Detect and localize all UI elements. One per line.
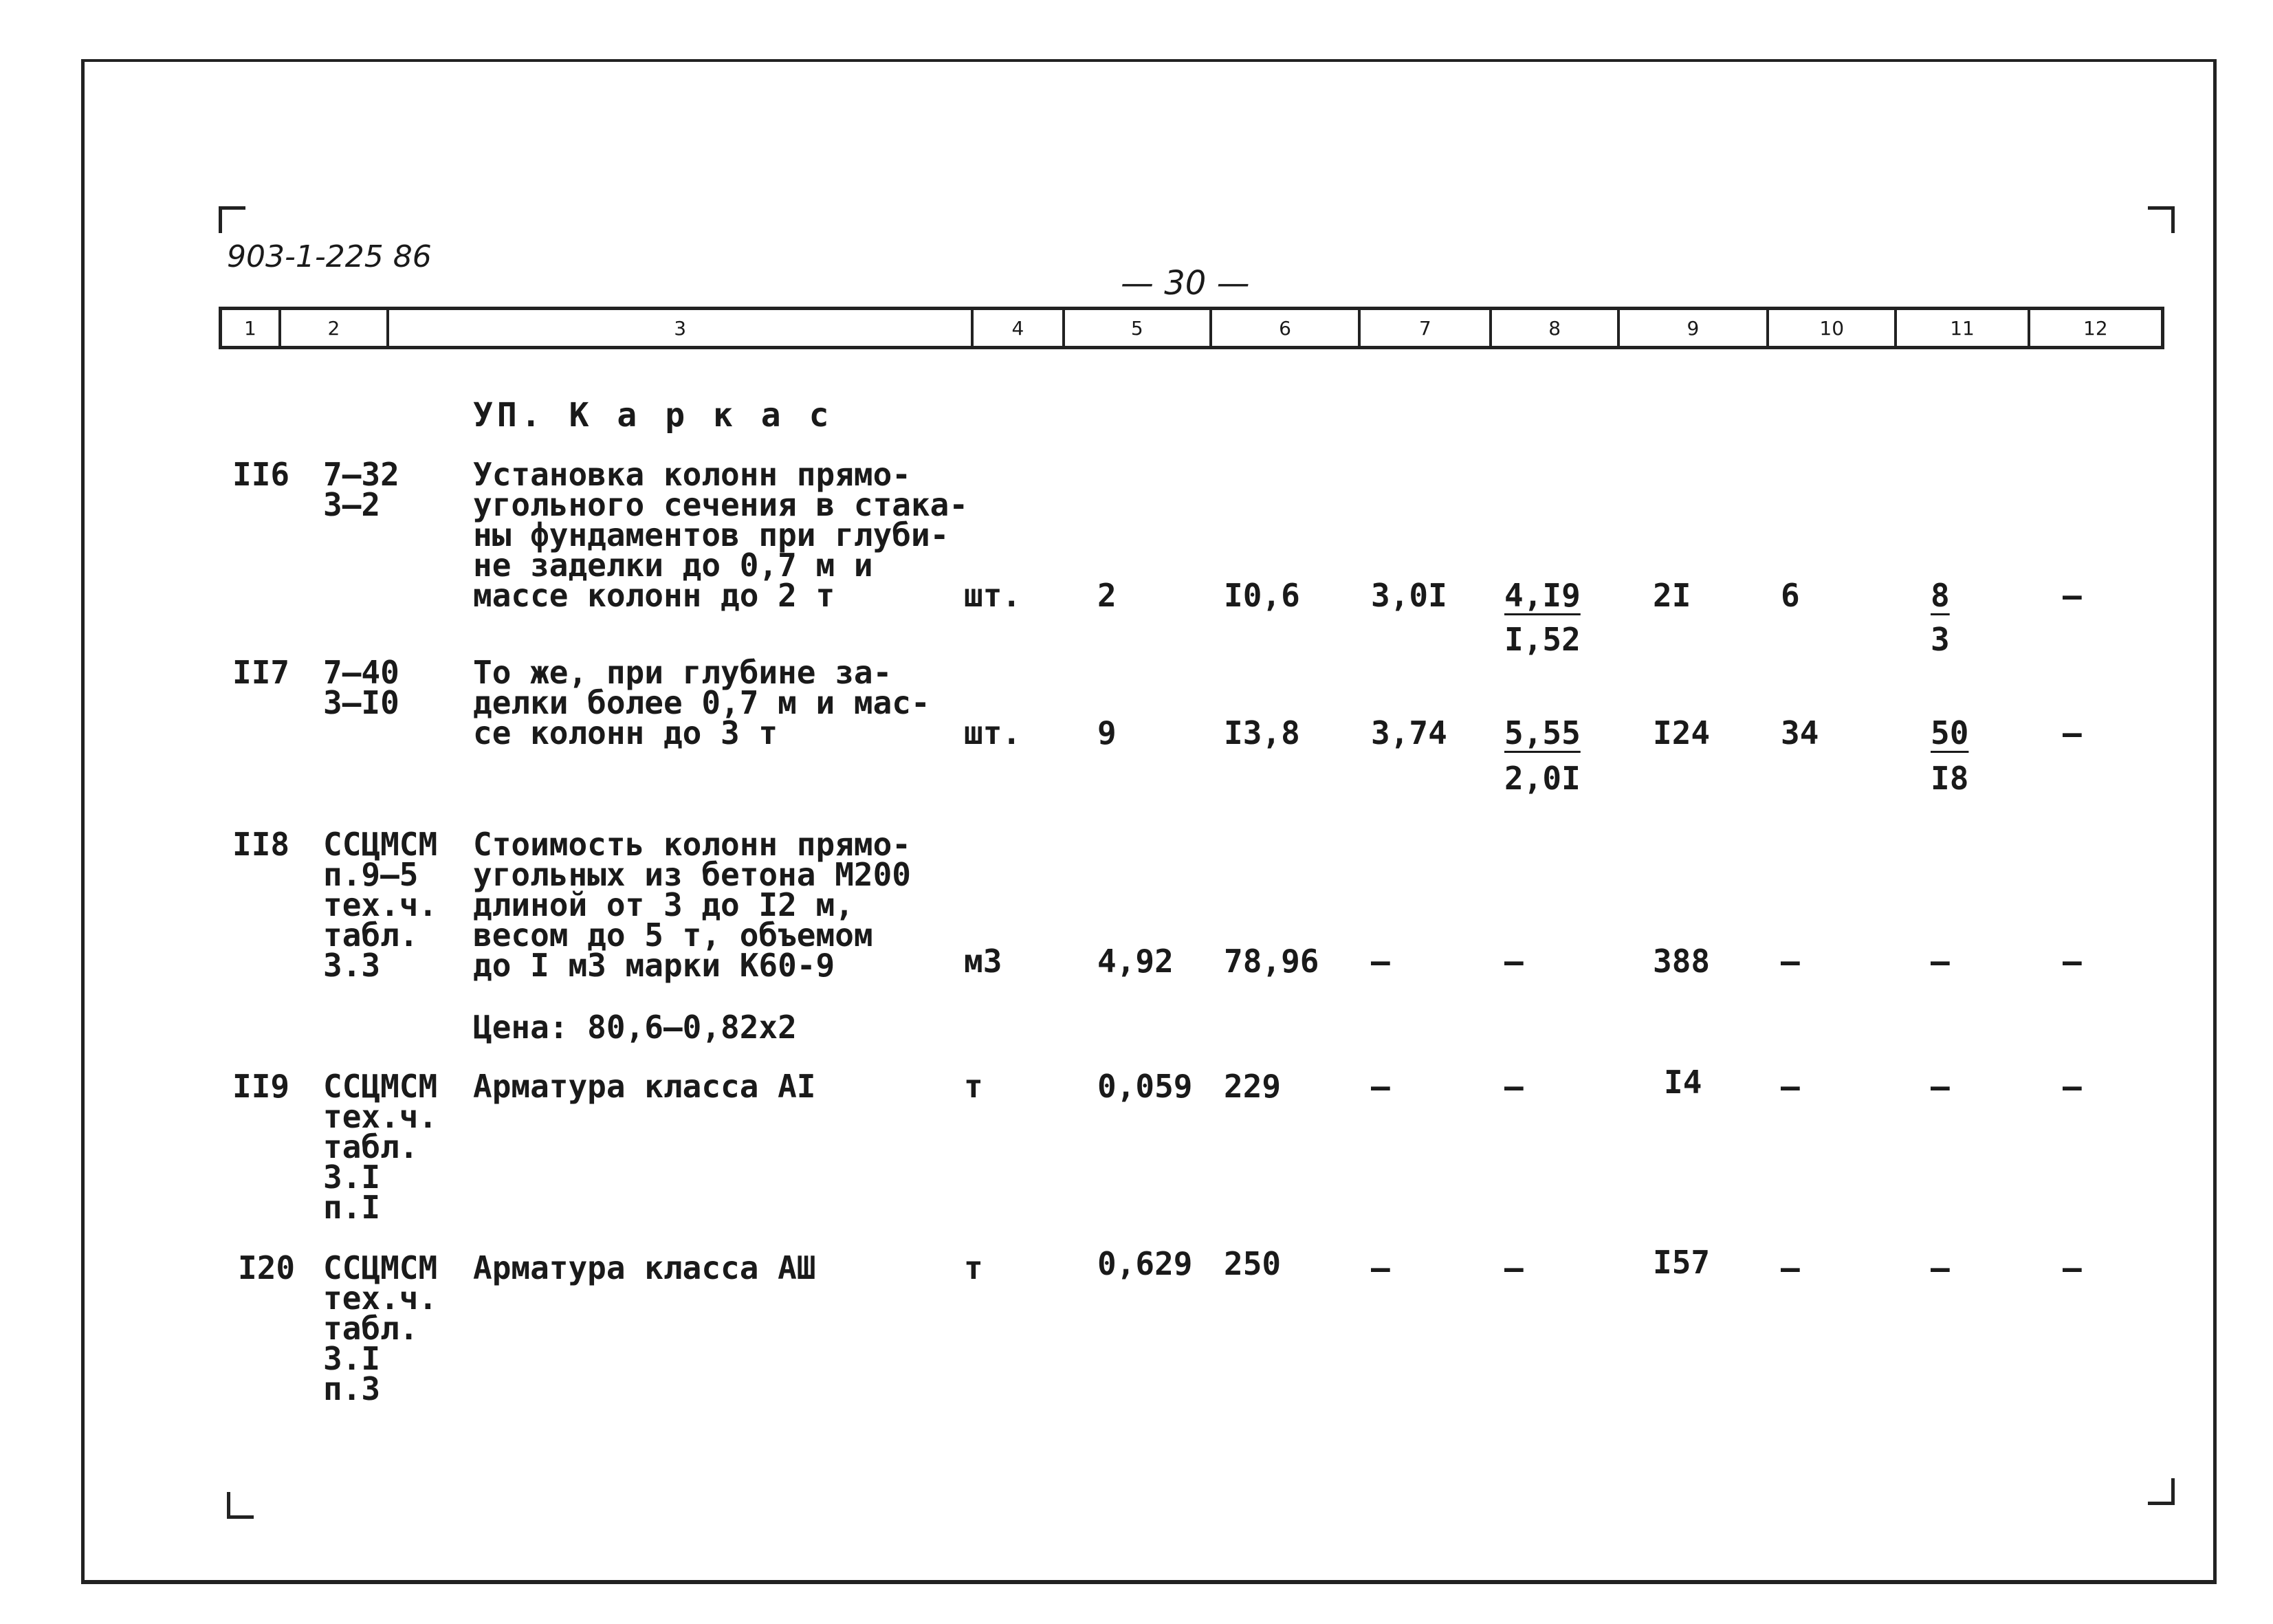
row-col9: I4 bbox=[1664, 1064, 1702, 1101]
row-col9: I57 bbox=[1653, 1244, 1711, 1281]
row-col10: – bbox=[1781, 1068, 1800, 1105]
row-quantity: 2 bbox=[1097, 577, 1117, 614]
row-quantity: 0,629 bbox=[1097, 1245, 1193, 1282]
row-col8: – bbox=[1504, 943, 1524, 980]
row-price-note: Цена: 80,6–0,82х2 bbox=[473, 1009, 797, 1046]
row-col12: – bbox=[2063, 943, 2082, 980]
row-description: То же, при глубине за- делки более 0,7 м и мас- се колонн до 3 т bbox=[473, 654, 930, 751]
row-description: Установка колонн прямо- угольного сечения в стака- ны фундаментов при глуби- не заделки до 0,7 м и массе колонн до 2 т bbox=[473, 456, 969, 614]
page-number: — 30 — bbox=[1121, 264, 1250, 303]
row-description: Арматура класса АI bbox=[473, 1068, 816, 1105]
column-header-8: 8 bbox=[1492, 310, 1619, 346]
row-col8-top: 5,55 bbox=[1504, 714, 1581, 751]
row-col8: – bbox=[1504, 1068, 1524, 1105]
row-price: 229 bbox=[1224, 1068, 1282, 1105]
row-col8: – bbox=[1504, 1249, 1524, 1286]
row-col11: – bbox=[1931, 1068, 1950, 1105]
column-header-3: 3 bbox=[389, 310, 974, 346]
row-col9: 388 bbox=[1653, 943, 1711, 980]
corner-mark-bottom-right bbox=[2148, 1478, 2175, 1505]
row-col9: I24 bbox=[1653, 714, 1711, 751]
row-price: 250 bbox=[1224, 1245, 1282, 1282]
row-description: Арматура класса АШ bbox=[473, 1249, 816, 1286]
row-col10: 34 bbox=[1781, 714, 1819, 751]
row-code: ССЦМСМ тех.ч. табл. 3.I п.I bbox=[323, 1068, 438, 1226]
row-unit: шт. bbox=[964, 714, 1022, 751]
row-code: 7–32 3–2 bbox=[323, 456, 399, 523]
row-number: II6 bbox=[232, 456, 290, 493]
row-col12: – bbox=[2063, 577, 2082, 614]
row-description: Стоимость колонн прямо- угольных из бетона М200 длиной от 3 до I2 м, весом до 5 т, объемом до I м3 марки К60-9 bbox=[473, 826, 911, 984]
column-header-1: 1 bbox=[222, 310, 281, 346]
row-col12: – bbox=[2063, 714, 2082, 751]
section-title: УП. К а р к а с bbox=[473, 396, 833, 435]
row-price: 78,96 bbox=[1224, 943, 1319, 980]
row-number: I20 bbox=[238, 1249, 296, 1286]
row-col7: – bbox=[1371, 1249, 1390, 1286]
row-col11-bottom: 3 bbox=[1931, 621, 1950, 658]
row-col10: – bbox=[1781, 943, 1800, 980]
row-col9: 2I bbox=[1653, 577, 1691, 614]
row-col10: 6 bbox=[1781, 577, 1800, 614]
row-number: II9 bbox=[232, 1068, 290, 1105]
row-col8-bottom: I,52 bbox=[1504, 621, 1581, 658]
row-quantity: 0,059 bbox=[1097, 1068, 1193, 1105]
row-number: II7 bbox=[232, 654, 290, 691]
row-col11-top: 50 bbox=[1931, 714, 1969, 751]
column-header-10: 10 bbox=[1769, 310, 1897, 346]
row-code: ССЦМСМ п.9–5 тех.ч. табл. 3.3 bbox=[323, 826, 438, 984]
row-col11: – bbox=[1931, 943, 1950, 980]
row-col11-top: 8 bbox=[1931, 577, 1950, 614]
column-header-12: 12 bbox=[2083, 316, 2108, 340]
row-code: ССЦМСМ тех.ч. табл. 3.I п.3 bbox=[323, 1249, 438, 1407]
column-header-11: 11 bbox=[1897, 310, 2030, 346]
row-unit: т bbox=[964, 1068, 983, 1105]
row-code: 7–40 3–I0 bbox=[323, 654, 399, 721]
row-col7: – bbox=[1371, 1068, 1390, 1105]
row-price: I0,6 bbox=[1224, 577, 1300, 614]
row-col10: – bbox=[1781, 1249, 1800, 1286]
column-header-6: 6 bbox=[1212, 310, 1361, 346]
document-number: 903-1-225 86 bbox=[227, 239, 432, 274]
row-col7: 3,0I bbox=[1371, 577, 1447, 614]
column-header-7: 7 bbox=[1361, 310, 1492, 346]
column-header-4: 4 bbox=[974, 310, 1065, 346]
column-header-5: 5 bbox=[1065, 310, 1212, 346]
row-quantity: 4,92 bbox=[1097, 943, 1174, 980]
column-header-9: 9 bbox=[1620, 310, 1769, 346]
corner-mark-top-left bbox=[219, 206, 245, 233]
row-unit: т bbox=[964, 1249, 983, 1286]
row-col7: – bbox=[1371, 943, 1390, 980]
row-col11: – bbox=[1931, 1249, 1950, 1286]
corner-mark-bottom-left bbox=[227, 1492, 254, 1519]
row-price: I3,8 bbox=[1224, 714, 1300, 751]
row-col12: – bbox=[2063, 1249, 2082, 1286]
column-header-row bbox=[219, 307, 2164, 349]
row-col8-bottom: 2,0I bbox=[1504, 760, 1581, 797]
row-col7: 3,74 bbox=[1371, 714, 1447, 751]
row-col8-top: 4,I9 bbox=[1504, 577, 1581, 614]
row-unit: м3 bbox=[964, 943, 1002, 980]
column-header-2: 2 bbox=[281, 310, 389, 346]
corner-mark-top-right bbox=[2148, 206, 2175, 233]
row-col11-bottom: I8 bbox=[1931, 760, 1969, 797]
row-quantity: 9 bbox=[1097, 714, 1117, 751]
row-col12: – bbox=[2063, 1068, 2082, 1105]
row-unit: шт. bbox=[964, 577, 1022, 614]
row-number: II8 bbox=[232, 826, 290, 863]
